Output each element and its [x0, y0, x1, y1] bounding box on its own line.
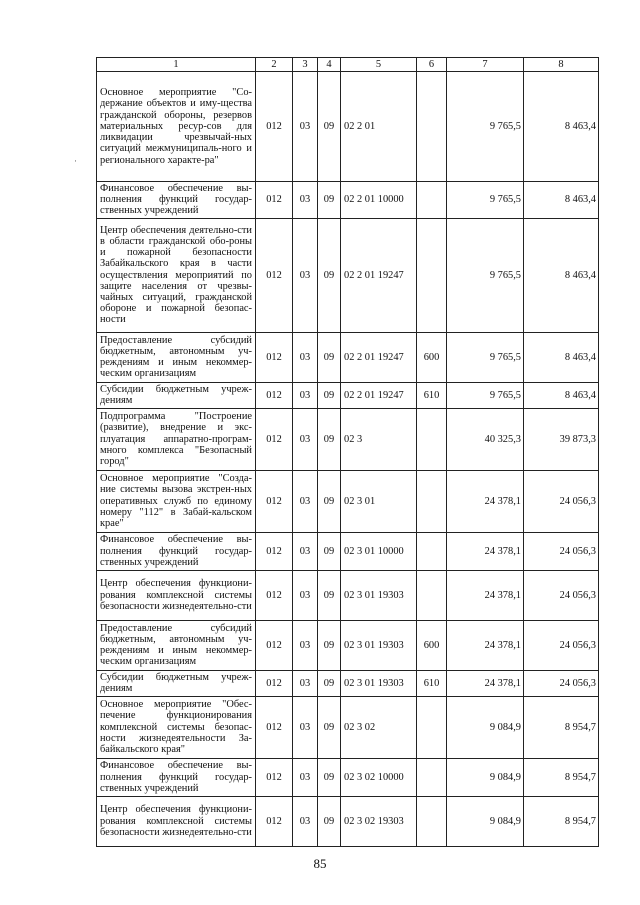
row-name: Финансовое обеспечение вы-полнения функций государ-ственных учреждений	[97, 758, 256, 796]
row-expense-type: 600	[417, 332, 447, 382]
row-value-7: 9 765,5	[447, 182, 524, 219]
row-name: Центр обеспечения функциони-рования комплексной системы безопасности жизнедеятельно-сти	[97, 570, 256, 620]
row-subsection: 09	[318, 218, 341, 332]
row-name: Предоставление субсидий бюджетным, автономным уч-реждениям и иным некоммер-ческим организациям	[97, 620, 256, 670]
row-value-8: 8 954,7	[524, 758, 599, 796]
table-row	[97, 796, 599, 846]
row-subsection: 09	[318, 570, 341, 620]
row-target-code: 02 2 01	[341, 72, 417, 182]
row-name: Основное мероприятие "Со-держание объектов и иму-щества гражданской обороны, резервов материальных ресур-сов для ликвидации чрезвычай-ных ситуаций межмуниципаль-ного и регионального характе-ра"	[97, 72, 256, 182]
table-row	[97, 332, 599, 382]
row-value-8: 8 463,4	[524, 182, 599, 219]
row-grbs: 012	[256, 570, 293, 620]
row-value-8: 24 056,3	[524, 670, 599, 696]
row-expense-type: 600	[417, 620, 447, 670]
row-expense-type	[417, 696, 447, 758]
header-cell: 8	[524, 58, 599, 72]
row-subsection: 09	[318, 670, 341, 696]
row-expense-type	[417, 218, 447, 332]
row-value-7: 24 378,1	[447, 532, 524, 570]
row-expense-type	[417, 796, 447, 846]
table-row	[97, 570, 599, 620]
row-target-code: 02 3 01 19303	[341, 620, 417, 670]
row-value-7: 24 378,1	[447, 670, 524, 696]
row-value-8: 8 954,7	[524, 696, 599, 758]
row-subsection: 09	[318, 470, 341, 532]
row-section: 03	[293, 696, 318, 758]
row-grbs: 012	[256, 696, 293, 758]
table-row	[97, 696, 599, 758]
row-value-8: 8 463,4	[524, 72, 599, 182]
row-value-8: 39 873,3	[524, 408, 599, 470]
row-target-code: 02 2 01 10000	[341, 182, 417, 219]
row-target-code: 02 3 02	[341, 696, 417, 758]
row-value-8: 8 954,7	[524, 796, 599, 846]
row-grbs: 012	[256, 796, 293, 846]
row-expense-type	[417, 182, 447, 219]
row-value-8: 8 463,4	[524, 382, 599, 408]
row-section: 03	[293, 758, 318, 796]
row-target-code: 02 2 01 19247	[341, 382, 417, 408]
header-cell: 2	[256, 58, 293, 72]
header-cell: 7	[447, 58, 524, 72]
row-name: Центр обеспечения деятельно-сти в области гражданской обо-роны и пожарной безопасности Забайкальского края в части осуществления мероприятий по защите населения от чрезвы-чайных ситуаций, гражданской обороне и пожарной безопас-ности	[97, 218, 256, 332]
row-value-7: 9 765,5	[447, 382, 524, 408]
row-target-code: 02 3 01	[341, 470, 417, 532]
header-cell: 5	[341, 58, 417, 72]
row-subsection: 09	[318, 696, 341, 758]
row-target-code: 02 2 01 19247	[341, 218, 417, 332]
table-row	[97, 182, 599, 219]
row-subsection: 09	[318, 408, 341, 470]
row-subsection: 09	[318, 382, 341, 408]
row-name: Основное мероприятие "Созда-ние системы вызова экстрен-ных оперативных служб по единому номеру "112" в Забай-кальском крае"	[97, 470, 256, 532]
row-grbs: 012	[256, 758, 293, 796]
row-value-7: 24 378,1	[447, 570, 524, 620]
row-grbs: 012	[256, 218, 293, 332]
header-cell: 4	[318, 58, 341, 72]
row-name: Финансовое обеспечение вы-полнения функций государ-ственных учреждений	[97, 532, 256, 570]
table-row	[97, 758, 599, 796]
row-section: 03	[293, 382, 318, 408]
row-name: Субсидии бюджетным учреж-дениям	[97, 670, 256, 696]
row-section: 03	[293, 532, 318, 570]
row-expense-type: 610	[417, 670, 447, 696]
row-section: 03	[293, 408, 318, 470]
header-cell: 6	[417, 58, 447, 72]
row-target-code: 02 3 02 10000	[341, 758, 417, 796]
row-grbs: 012	[256, 532, 293, 570]
row-section: 03	[293, 570, 318, 620]
row-subsection: 09	[318, 332, 341, 382]
table-row	[97, 532, 599, 570]
row-subsection: 09	[318, 796, 341, 846]
row-name: Подпрограмма "Построение (развитие), внедрение и экс-плуатация аппаратно-програм-много комплекса "Безопасный город"	[97, 408, 256, 470]
row-target-code: 02 2 01 19247	[341, 332, 417, 382]
row-value-8: 8 463,4	[524, 218, 599, 332]
table-row	[97, 470, 599, 532]
row-section: 03	[293, 218, 318, 332]
row-subsection: 09	[318, 758, 341, 796]
row-expense-type	[417, 408, 447, 470]
row-name: Финансовое обеспечение вы-полнения функций государ-ственных учреждений	[97, 182, 256, 219]
header-cell: 3	[293, 58, 318, 72]
row-value-7: 9 765,5	[447, 218, 524, 332]
row-grbs: 012	[256, 470, 293, 532]
row-value-7: 40 325,3	[447, 408, 524, 470]
row-expense-type	[417, 72, 447, 182]
row-target-code: 02 3 02 19303	[341, 796, 417, 846]
budget-table	[96, 57, 599, 847]
row-subsection: 09	[318, 72, 341, 182]
row-value-8: 24 056,3	[524, 570, 599, 620]
row-target-code: 02 3	[341, 408, 417, 470]
row-expense-type	[417, 470, 447, 532]
row-section: 03	[293, 796, 318, 846]
row-value-7: 24 378,1	[447, 470, 524, 532]
row-grbs: 012	[256, 620, 293, 670]
row-subsection: 09	[318, 620, 341, 670]
table-row	[97, 382, 599, 408]
margin-mark: ·	[74, 156, 77, 166]
row-section: 03	[293, 72, 318, 182]
row-grbs: 012	[256, 670, 293, 696]
row-subsection: 09	[318, 532, 341, 570]
row-value-8: 24 056,3	[524, 620, 599, 670]
header-cell: 1	[97, 58, 256, 72]
row-grbs: 012	[256, 182, 293, 219]
row-value-7: 9 084,9	[447, 796, 524, 846]
row-grbs: 012	[256, 408, 293, 470]
row-expense-type	[417, 758, 447, 796]
row-section: 03	[293, 182, 318, 219]
row-target-code: 02 3 01 19303	[341, 570, 417, 620]
row-value-8: 24 056,3	[524, 470, 599, 532]
header-row	[97, 58, 599, 72]
row-target-code: 02 3 01 19303	[341, 670, 417, 696]
row-expense-type	[417, 532, 447, 570]
row-subsection: 09	[318, 182, 341, 219]
row-expense-type	[417, 570, 447, 620]
row-value-7: 9 084,9	[447, 758, 524, 796]
row-expense-type: 610	[417, 382, 447, 408]
row-grbs: 012	[256, 332, 293, 382]
row-target-code: 02 3 01 10000	[341, 532, 417, 570]
table-row	[97, 408, 599, 470]
row-section: 03	[293, 670, 318, 696]
row-value-7: 24 378,1	[447, 620, 524, 670]
row-name: Субсидии бюджетным учреж-дениям	[97, 382, 256, 408]
row-value-7: 9 765,5	[447, 72, 524, 182]
row-section: 03	[293, 620, 318, 670]
row-value-8: 24 056,3	[524, 532, 599, 570]
row-value-7: 9 765,5	[447, 332, 524, 382]
row-name: Центр обеспечения функциони-рования комплексной системы безопасности жизнедеятельно-сти	[97, 796, 256, 846]
row-section: 03	[293, 332, 318, 382]
table-row	[97, 670, 599, 696]
page-number: 85	[313, 856, 327, 871]
row-grbs: 012	[256, 382, 293, 408]
row-section: 03	[293, 470, 318, 532]
row-grbs: 012	[256, 72, 293, 182]
table-row	[97, 218, 599, 332]
row-value-7: 9 084,9	[447, 696, 524, 758]
table-row	[97, 72, 599, 182]
table-row	[97, 620, 599, 670]
row-name: Предоставление субсидий бюджетным, автономным уч-реждениям и иным некоммер-ческим организациям	[97, 332, 256, 382]
row-value-8: 8 463,4	[524, 332, 599, 382]
row-name: Основное мероприятие "Обес-печение функционирования комплексной системы безопас-ности жизнедеятельности За-байкальского края"	[97, 696, 256, 758]
